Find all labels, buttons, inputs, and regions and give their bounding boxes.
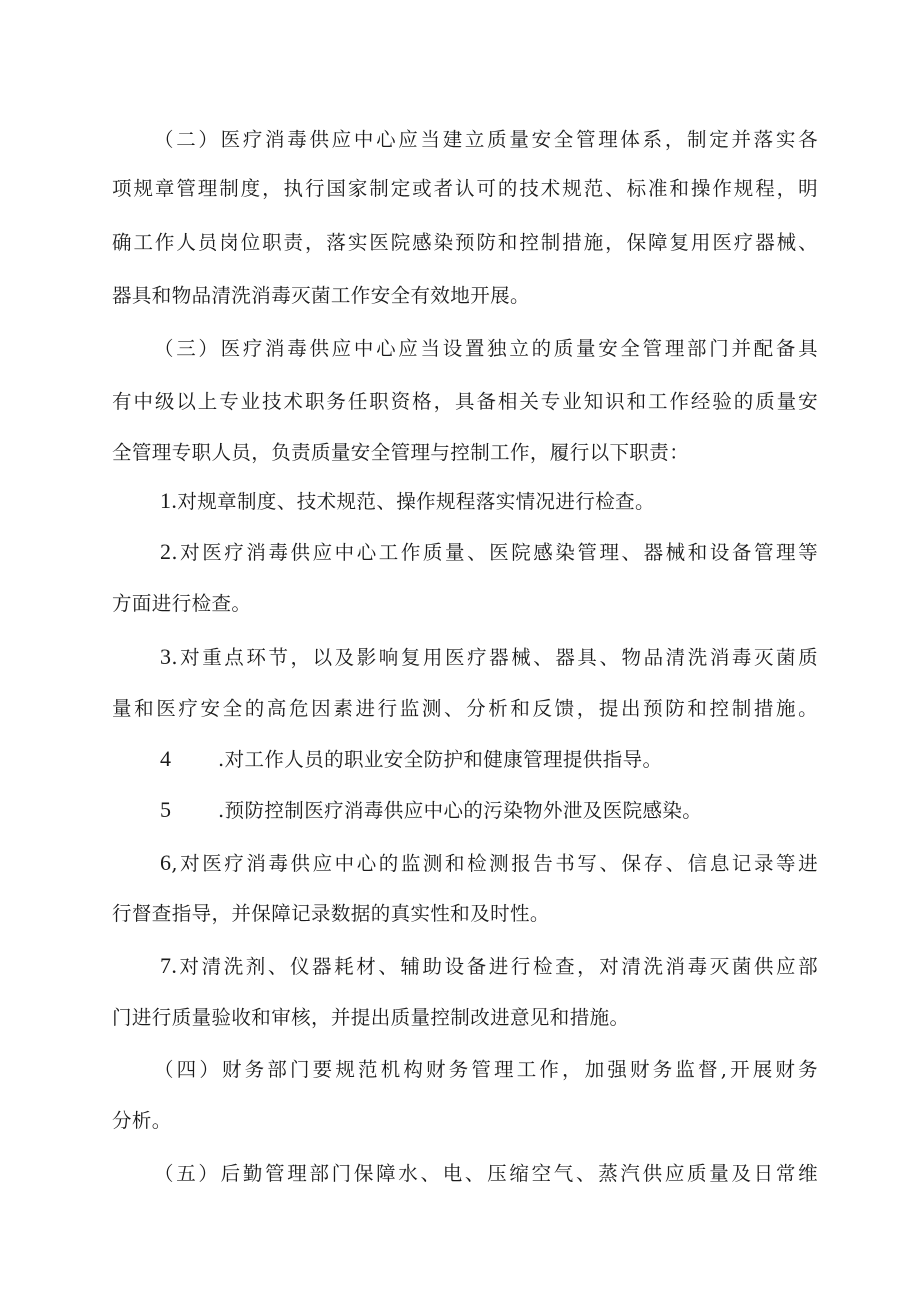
list-item-7-number: 7. — [160, 953, 178, 978]
paragraph-5-line-1: （五）后勤管理部门保障水、电、压缩空气、蒸汽供应质量及日常维 — [154, 1162, 818, 1185]
list-item-1-text: 对规章制度、技术规范、操作规程落实情况进行检查。 — [177, 490, 655, 513]
list-item-5 — [160, 796, 818, 825]
paragraph-2-line-1: （二）医疗消毒供应中心应当建立质量安全管理体系，制定并落实各 — [154, 128, 818, 151]
list-item-2-text: .对医疗消毒供应中心工作质量、医院感染管理、器械和设备管理等 — [171, 541, 818, 564]
list-item-3-line-1 — [160, 643, 818, 672]
list-item-2-line-2: 方面进行检查。 — [112, 592, 252, 615]
list-item-2-line-1 — [160, 538, 818, 567]
list-item-3-number: 3 — [160, 644, 172, 669]
list-item-1 — [160, 487, 818, 516]
list-item-6-number: 6 — [160, 850, 172, 875]
paragraph-4-line-2: 分析。 — [112, 1109, 172, 1132]
list-item-7-line-2: 门进行质量验收和审核，并提出质量控制改进意见和措施。 — [112, 1006, 630, 1029]
list-item-3-text: .对重点环节，以及影响复用医疗器械、器具、物品清洗消毒灭菌质 — [171, 646, 818, 669]
list-item-4-number: 4 — [160, 746, 172, 771]
list-item-5-text: .预防控制医疗消毒供应中心的污染物外泄及医院感染。 — [218, 799, 703, 822]
list-item-2-number: 2 — [160, 539, 172, 564]
list-item-3-line-2: 量和医疗安全的高危因素进行监测、分析和反馈，提出预防和控制措施。 — [112, 697, 818, 720]
paragraph-4-line-1: （四）财务部门要规范机构财务管理工作，加强财务监督,开展财务 — [154, 1058, 818, 1081]
list-item-6-line-1 — [160, 849, 818, 878]
list-item-7-line-1 — [160, 952, 818, 981]
paragraph-2-line-4: 器具和物品清洗消毒灭菌工作安全有效地开展。 — [112, 284, 530, 307]
paragraph-3-line-1: （三）医疗消毒供应中心应当设置独立的质量安全管理部门并配备具 — [154, 337, 818, 360]
list-item-5-number: 5 — [160, 797, 172, 822]
list-item-7-text: 对清洗剂、仪器耗材、辅助设备进行检查，对清洗消毒灭菌供应部 — [177, 955, 818, 978]
paragraph-2-line-3: 确工作人员岗位职责，落实医院感染预防和控制措施，保障复用医疗器械、 — [112, 231, 818, 254]
list-item-4 — [160, 745, 818, 774]
list-item-6-text: ,对医疗消毒供应中心的监测和检测报告书写、保存、信息记录等进 — [171, 852, 818, 875]
list-item-1-number: 1. — [160, 488, 178, 513]
list-item-4-text: .对工作人员的职业安全防护和健康管理提供指导。 — [218, 748, 663, 771]
paragraph-3-line-3: 全管理专职人员，负责质量安全管理与控制工作，履行以下职责： — [112, 441, 690, 464]
paragraph-2-line-2: 项规章管理制度，执行国家制定或者认可的技术规范、标准和操作规程，明 — [112, 177, 818, 200]
list-item-6-line-2: 行督查指导，并保障记录数据的真实性和及时性。 — [112, 902, 550, 925]
paragraph-3-line-2: 有中级以上专业技术职务任职资格，具备相关专业知识和工作经验的质量安 — [112, 390, 818, 413]
